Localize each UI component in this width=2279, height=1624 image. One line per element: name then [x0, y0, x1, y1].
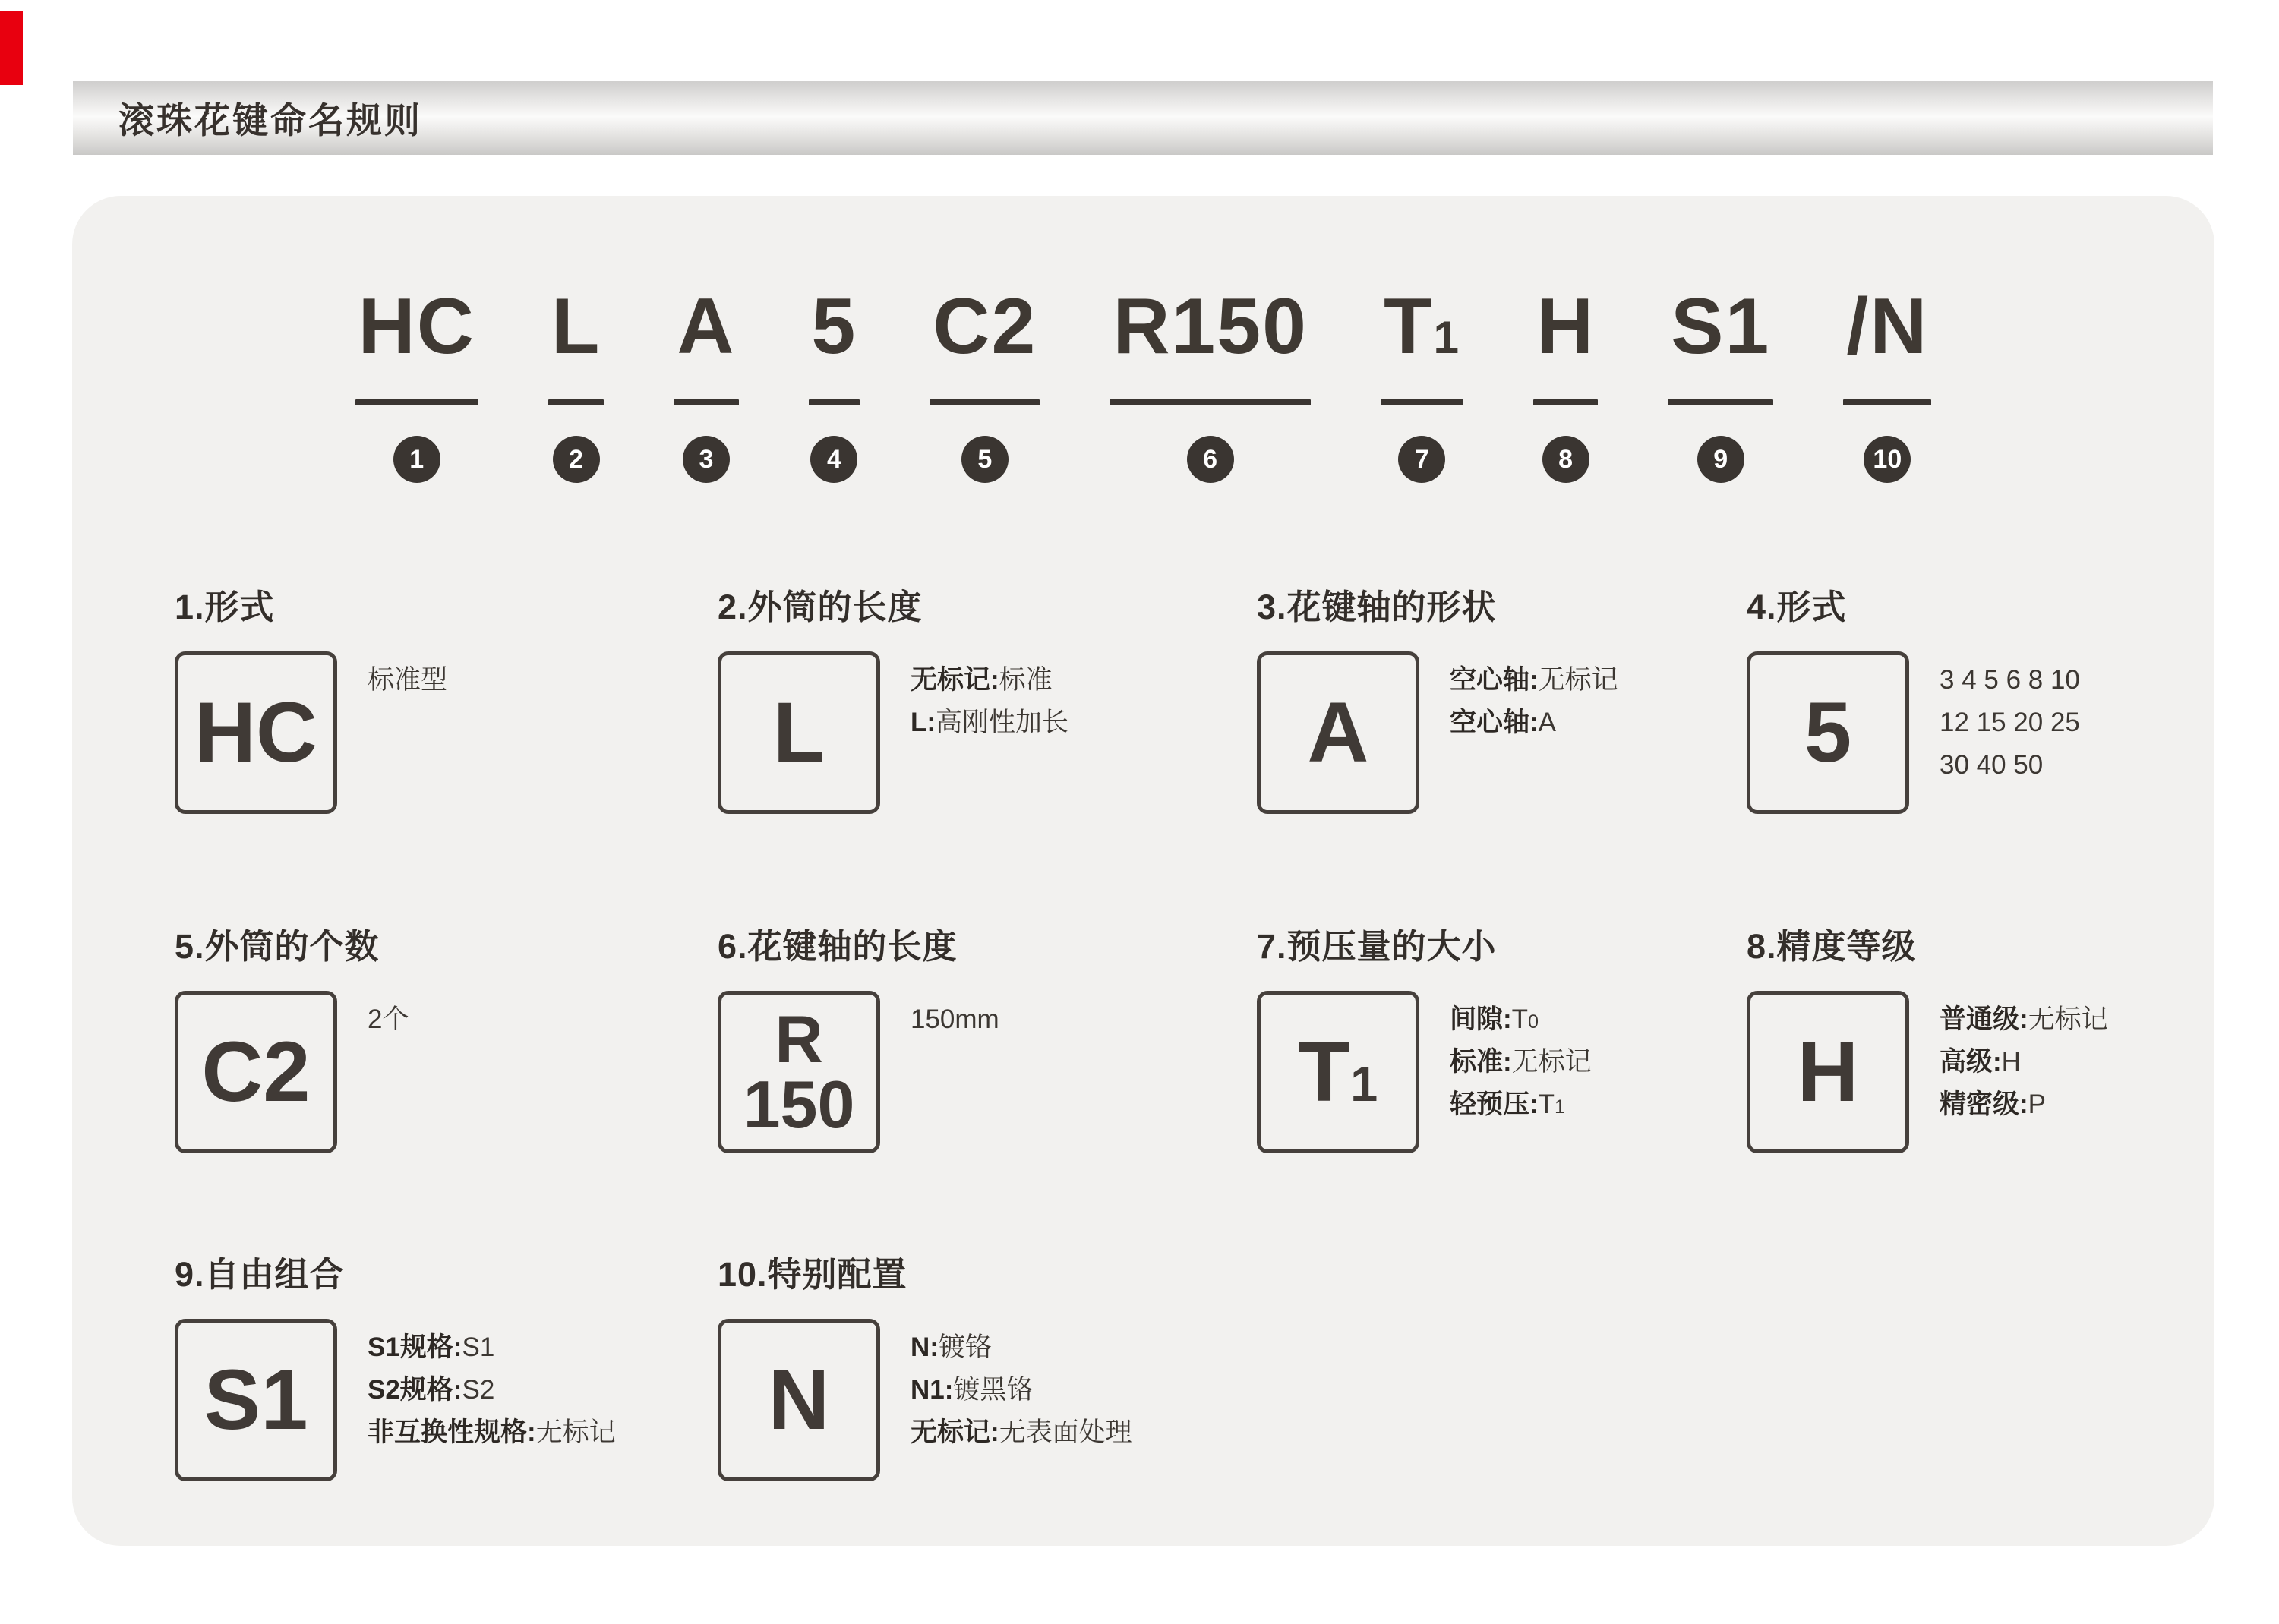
- code-letter-box: [175, 651, 337, 814]
- code-text: [1110, 282, 1311, 371]
- note-line: [1450, 702, 1618, 744]
- code-text-run: T: [1383, 282, 1434, 371]
- note-value: S1: [462, 1332, 495, 1362]
- section-notes: [368, 651, 447, 814]
- code-text: [1533, 282, 1598, 371]
- code-text: [355, 282, 478, 371]
- code-text: [548, 282, 604, 371]
- section-6: [718, 919, 1219, 1153]
- note-value: T: [1538, 1089, 1555, 1119]
- section-notes: [1940, 651, 2080, 814]
- code-segment-10: [1843, 282, 1931, 483]
- section-body: [1257, 991, 1758, 1153]
- code-text-run: C2: [933, 282, 1037, 371]
- code-text: [674, 282, 738, 371]
- note-value: S2: [462, 1375, 495, 1405]
- section-5: [175, 919, 676, 1153]
- code-number-badge: 6: [1187, 436, 1234, 483]
- section-body: [1747, 651, 2248, 814]
- code-segment-7: [1381, 282, 1463, 483]
- naming-rule-panel: [72, 196, 2214, 1546]
- section-3: [1257, 579, 1758, 814]
- box-line: [772, 685, 825, 780]
- box-line: [1298, 1024, 1378, 1119]
- code-text: [1843, 282, 1931, 371]
- note-line: [1450, 1041, 1592, 1083]
- note-line: [368, 659, 447, 702]
- section-10: [718, 1247, 1219, 1481]
- note-label: L:: [911, 708, 936, 737]
- section-notes: [911, 991, 999, 1153]
- code-text-run: 5: [811, 282, 857, 371]
- note-line: [911, 998, 999, 1041]
- note-value: 30 40 50: [1940, 750, 2044, 780]
- code-underline: [548, 399, 604, 405]
- code-text-run: S1: [1671, 282, 1771, 371]
- code-underline: [674, 399, 738, 405]
- box-run: T: [1298, 1024, 1351, 1119]
- section-notes: [368, 1319, 616, 1481]
- code-letter-box: [175, 1319, 337, 1481]
- note-value: 无表面处理: [999, 1417, 1132, 1447]
- code-text-run: H: [1536, 282, 1596, 371]
- section-title: 5.外筒的个数: [175, 927, 380, 966]
- note-line: [1940, 744, 2080, 787]
- code-underline: [1110, 399, 1311, 405]
- section-2: [718, 579, 1219, 814]
- red-corner-mark: [0, 11, 23, 85]
- code-segment-1: [355, 282, 478, 483]
- note-value: T: [1511, 1004, 1529, 1034]
- section-body: [175, 651, 676, 814]
- note-value: 标准: [999, 665, 1053, 695]
- box-run: N: [768, 1352, 830, 1447]
- section-body: [718, 651, 1219, 814]
- box-line: [201, 1024, 311, 1119]
- note-label: 无标记:: [911, 1417, 999, 1447]
- title-bar: [73, 81, 2213, 155]
- note-value: 无标记: [535, 1417, 616, 1447]
- code-number-badge: 2: [553, 436, 600, 483]
- code-text-run: R150: [1113, 282, 1308, 371]
- page-title: 滚珠花键命名规则: [118, 100, 422, 140]
- section-body: [718, 991, 1219, 1153]
- note-line: [1450, 998, 1592, 1041]
- note-line: [1940, 659, 2080, 702]
- note-line: [368, 1411, 616, 1454]
- code-number-badge: 1: [393, 436, 440, 483]
- section-notes: [911, 651, 1068, 814]
- section-body: [175, 991, 676, 1153]
- code-segment-8: [1533, 282, 1598, 483]
- code-underline: [930, 399, 1040, 405]
- note-line: [911, 1369, 1132, 1411]
- note-line: [1940, 1041, 2108, 1083]
- section-1: [175, 579, 676, 814]
- box-run: H: [1797, 1024, 1859, 1119]
- box-run: A: [1307, 685, 1369, 780]
- note-value: 2个: [368, 1004, 409, 1034]
- note-value: 镀黑铬: [953, 1375, 1034, 1405]
- box-run: S1: [204, 1352, 308, 1447]
- code-number-badge: 5: [961, 436, 1009, 483]
- code-letter-box: [1747, 651, 1909, 814]
- note-label: 空心轴:: [1450, 665, 1539, 695]
- section-title: 2.外筒的长度: [718, 588, 923, 626]
- code-segment-3: [674, 282, 738, 483]
- code-number-badge: 9: [1697, 436, 1744, 483]
- note-line: [911, 702, 1068, 744]
- note-value: 12 15 20 25: [1940, 708, 2080, 737]
- code-segment-2: [548, 282, 604, 483]
- code-text-run: /N: [1846, 282, 1929, 371]
- note-line: [911, 1411, 1132, 1454]
- box-run: 150: [743, 1067, 855, 1142]
- code-text-run: 1: [1433, 311, 1461, 363]
- note-line: [1940, 998, 2108, 1041]
- note-label: 非互换性规格:: [368, 1417, 536, 1447]
- section-notes: [1940, 991, 2108, 1153]
- section-notes: [911, 1319, 1132, 1481]
- code-letter-box: [1257, 991, 1419, 1153]
- section-notes: [368, 991, 409, 1153]
- code-text-run: HC: [358, 282, 475, 371]
- note-line: [1940, 1083, 2108, 1126]
- note-label: 精密级:: [1940, 1089, 2028, 1119]
- note-label: S1规格:: [368, 1332, 462, 1362]
- code-text: [1381, 282, 1463, 371]
- note-label: 标准:: [1450, 1047, 1512, 1077]
- code-letter-box: [175, 991, 337, 1153]
- code-underline: [1843, 399, 1931, 405]
- note-value: A: [1538, 708, 1557, 737]
- note-line: [368, 998, 409, 1041]
- note-value: H: [2001, 1047, 2021, 1077]
- note-value: 标准型: [368, 665, 448, 695]
- section-title: 4.形式: [1747, 588, 1847, 626]
- note-label: 间隙:: [1450, 1004, 1512, 1034]
- section-title: 9.自由组合: [175, 1255, 345, 1294]
- section-8: [1747, 919, 2248, 1153]
- note-value: 150mm: [911, 1004, 999, 1034]
- box-run: L: [772, 685, 825, 780]
- code-underline: [1668, 399, 1773, 405]
- note-value: 0: [1528, 1011, 1539, 1033]
- section-body: [175, 1319, 676, 1481]
- section-title: 6.花键轴的长度: [718, 927, 958, 966]
- section-notes: [1450, 651, 1618, 814]
- model-code-row: [72, 282, 2214, 483]
- code-number-badge: 4: [810, 436, 857, 483]
- note-line: [1450, 659, 1618, 702]
- section-title: 3.花键轴的形状: [1257, 588, 1497, 626]
- code-letter-box: [718, 1319, 880, 1481]
- box-run: HC: [194, 685, 317, 780]
- code-letter-box: [718, 651, 880, 814]
- section-title: 8.精度等级: [1747, 927, 1917, 966]
- note-line: [1450, 1083, 1592, 1126]
- code-segment-4: [809, 282, 860, 483]
- note-label: N1:: [911, 1375, 954, 1405]
- box-line: [1307, 685, 1369, 780]
- code-text-run: L: [551, 282, 601, 371]
- box-line: [1804, 685, 1852, 780]
- code-underline: [355, 399, 478, 405]
- code-letter-box: [718, 991, 880, 1153]
- note-value: 3 4 5 6 8 10: [1940, 665, 2080, 695]
- section-4: [1747, 579, 2248, 814]
- box-line: [1797, 1024, 1859, 1119]
- code-text-run: A: [677, 282, 736, 371]
- code-number-badge: 3: [683, 436, 730, 483]
- box-run: C2: [201, 1024, 311, 1119]
- box-run: 1: [1350, 1056, 1378, 1112]
- section-body: [1747, 991, 2248, 1153]
- note-value: 无标记: [1511, 1047, 1592, 1077]
- code-number-badge: 7: [1398, 436, 1445, 483]
- note-value: P: [2028, 1089, 2047, 1119]
- code-segment-6: [1110, 282, 1311, 483]
- code-underline: [809, 399, 860, 405]
- section-title: 1.形式: [175, 588, 275, 626]
- section-9: [175, 1247, 676, 1481]
- note-value: 无标记: [2028, 1004, 2108, 1034]
- section-title: 10.特别配置: [718, 1255, 907, 1294]
- code-text: [930, 282, 1040, 371]
- note-label: 空心轴:: [1450, 708, 1539, 737]
- note-label: N:: [911, 1332, 939, 1362]
- box-line: [768, 1352, 830, 1447]
- box-line: [743, 1067, 855, 1142]
- code-segment-9: [1668, 282, 1773, 483]
- box-line: [775, 1001, 823, 1077]
- code-number-badge: 10: [1864, 436, 1911, 483]
- code-segment-5: [930, 282, 1040, 483]
- note-line: [1940, 702, 2080, 744]
- note-value: 1: [1555, 1096, 1566, 1118]
- code-letter-box: [1257, 651, 1419, 814]
- note-line: [368, 1369, 616, 1411]
- code-letter-box: [1747, 991, 1909, 1153]
- box-line: [194, 685, 317, 780]
- code-number-badge: 8: [1542, 436, 1589, 483]
- note-label: 高级:: [1940, 1047, 2002, 1077]
- section-notes: [1450, 991, 1592, 1153]
- code-underline: [1533, 399, 1598, 405]
- note-label: 无标记:: [911, 665, 999, 695]
- box-line: [204, 1352, 308, 1447]
- section-body: [1257, 651, 1758, 814]
- section-7: [1257, 919, 1758, 1153]
- note-label: 轻预压:: [1450, 1089, 1539, 1119]
- code-text: [809, 282, 860, 371]
- note-line: [368, 1326, 616, 1369]
- section-body: [718, 1319, 1219, 1481]
- note-value: 高刚性加长: [936, 708, 1069, 737]
- note-label: 普通级:: [1940, 1004, 2028, 1034]
- note-value: 无标记: [1538, 665, 1618, 695]
- note-value: 镀铬: [938, 1332, 992, 1362]
- box-run: R: [775, 1001, 823, 1077]
- code-underline: [1381, 399, 1463, 405]
- note-label: S2规格:: [368, 1375, 462, 1405]
- box-run: 5: [1804, 685, 1852, 780]
- note-line: [911, 1326, 1132, 1369]
- note-line: [911, 659, 1068, 702]
- section-title: 7.预压量的大小: [1257, 927, 1497, 966]
- code-text: [1668, 282, 1773, 371]
